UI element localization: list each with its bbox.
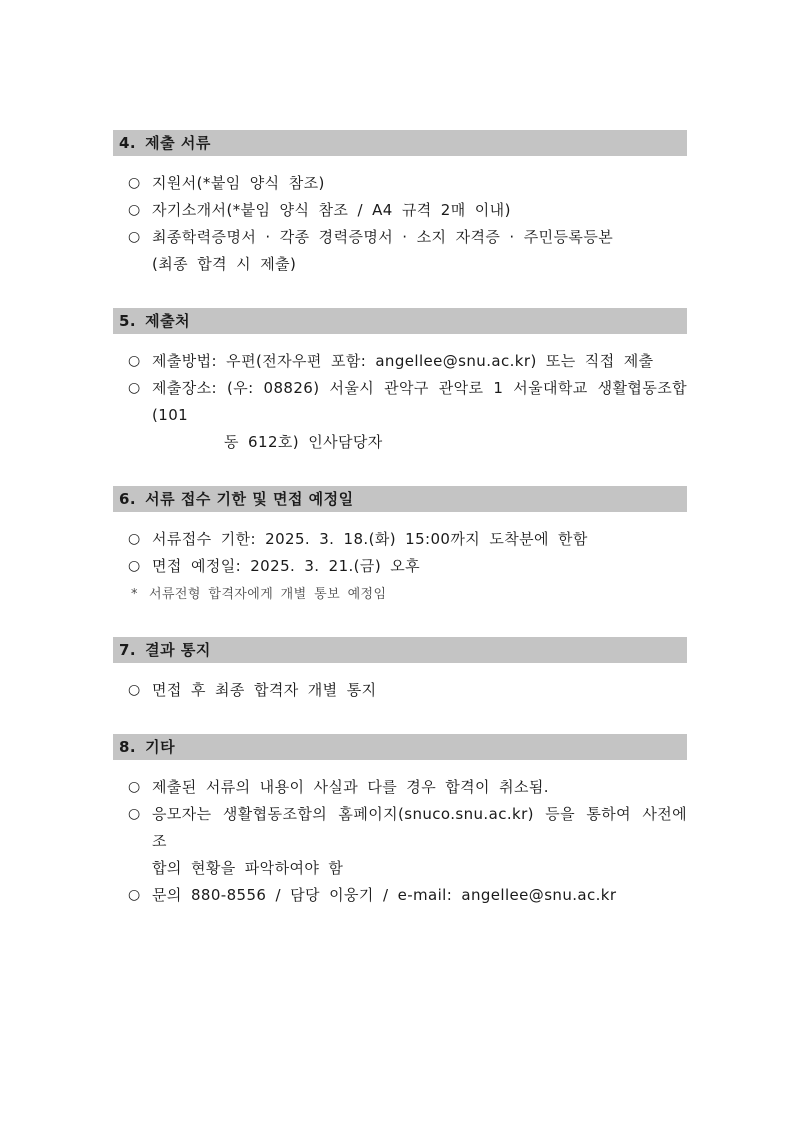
section-title: 서류 접수 기한 및 면접 예정일 [145, 490, 354, 508]
item-line: 문의 880-8556 / 담당 이웅기 / e-mail: angellee@snu.ac.kr [152, 886, 617, 904]
section-title: 제출 서류 [145, 134, 211, 152]
section-number: 4. [119, 134, 137, 152]
section-items [113, 512, 687, 607]
circle-bullet-icon: ○ [128, 806, 141, 822]
circle-bullet-icon: ○ [128, 353, 141, 369]
list-item [128, 224, 687, 278]
section-header [113, 308, 687, 334]
asterisk-icon: * [131, 587, 138, 602]
item-line: 최종학력증명서 · 각종 경력증명서 · 소지 자격증 · 주민등록등본 [152, 228, 614, 246]
item-line: (최종 합격 시 제출) [152, 255, 297, 273]
item-line: 응모자는 생활협동조합의 홈페이지(snuco.snu.ac.kr) 등을 통하여 사전에 조 [152, 805, 687, 850]
list-item [128, 677, 687, 704]
circle-bullet-icon: ○ [128, 887, 141, 903]
section-title: 제출처 [145, 312, 191, 330]
list-item [128, 375, 687, 456]
item-line: 제출장소: (우: 08826) 서울시 관악구 관악로 1 서울대학교 생활협동조합(101 [152, 379, 687, 424]
list-item [128, 774, 687, 801]
section-title: 결과 통지 [145, 641, 211, 659]
item-line: 합의 현황을 파악하여야 함 [152, 859, 344, 877]
section-deadline-interview [113, 486, 687, 607]
circle-bullet-icon: ○ [128, 380, 141, 396]
section-result-notification [113, 637, 687, 704]
item-line: 자기소개서(*붙임 양식 참조 / A4 규격 2매 이내) [152, 201, 511, 219]
item-line: 서류접수 기한: 2025. 3. 18.(화) 15:00까지 도착분에 한함 [152, 530, 588, 548]
section-number: 7. [119, 641, 137, 659]
section-items [113, 760, 687, 909]
section-number: 8. [119, 738, 137, 756]
circle-bullet-icon: ○ [128, 558, 141, 574]
list-item [128, 801, 687, 882]
list-item [128, 882, 687, 909]
circle-bullet-icon: ○ [128, 779, 141, 795]
section-header [113, 734, 687, 760]
section-header [113, 637, 687, 663]
item-line: 면접 후 최종 합격자 개별 통지 [152, 681, 377, 699]
item-line: 제출방법: 우편(전자우편 포함: angellee@snu.ac.kr) 또는 직접 제출 [152, 352, 654, 370]
section-submission-documents [113, 130, 687, 278]
section-items [113, 663, 687, 704]
document-content [113, 130, 687, 939]
circle-bullet-icon: ○ [128, 229, 141, 245]
section-title: 기타 [145, 738, 176, 756]
item-line: 동 612호) 인사담당자 [224, 433, 383, 451]
circle-bullet-icon: ○ [128, 175, 141, 191]
section-number: 5. [119, 312, 137, 330]
circle-bullet-icon: ○ [128, 682, 141, 698]
circle-bullet-icon: ○ [128, 202, 141, 218]
section-header [113, 486, 687, 512]
section-miscellaneous [113, 734, 687, 909]
circle-bullet-icon: ○ [128, 531, 141, 547]
note-text: 서류전형 합격자에게 개별 통보 예정임 [149, 587, 387, 602]
list-item [128, 348, 687, 375]
section-items [113, 334, 687, 456]
section-number: 6. [119, 490, 137, 508]
list-item [128, 197, 687, 224]
list-item [128, 170, 687, 197]
section-submission-place [113, 308, 687, 456]
list-item [128, 553, 687, 580]
section-items [113, 156, 687, 278]
item-line: 제출된 서류의 내용이 사실과 다를 경우 합격이 취소됨. [152, 778, 549, 796]
note-line [131, 582, 687, 607]
item-line: 면접 예정일: 2025. 3. 21.(금) 오후 [152, 557, 421, 575]
item-line: 지원서(*붙임 양식 참조) [152, 174, 325, 192]
list-item [128, 526, 687, 553]
section-header [113, 130, 687, 156]
